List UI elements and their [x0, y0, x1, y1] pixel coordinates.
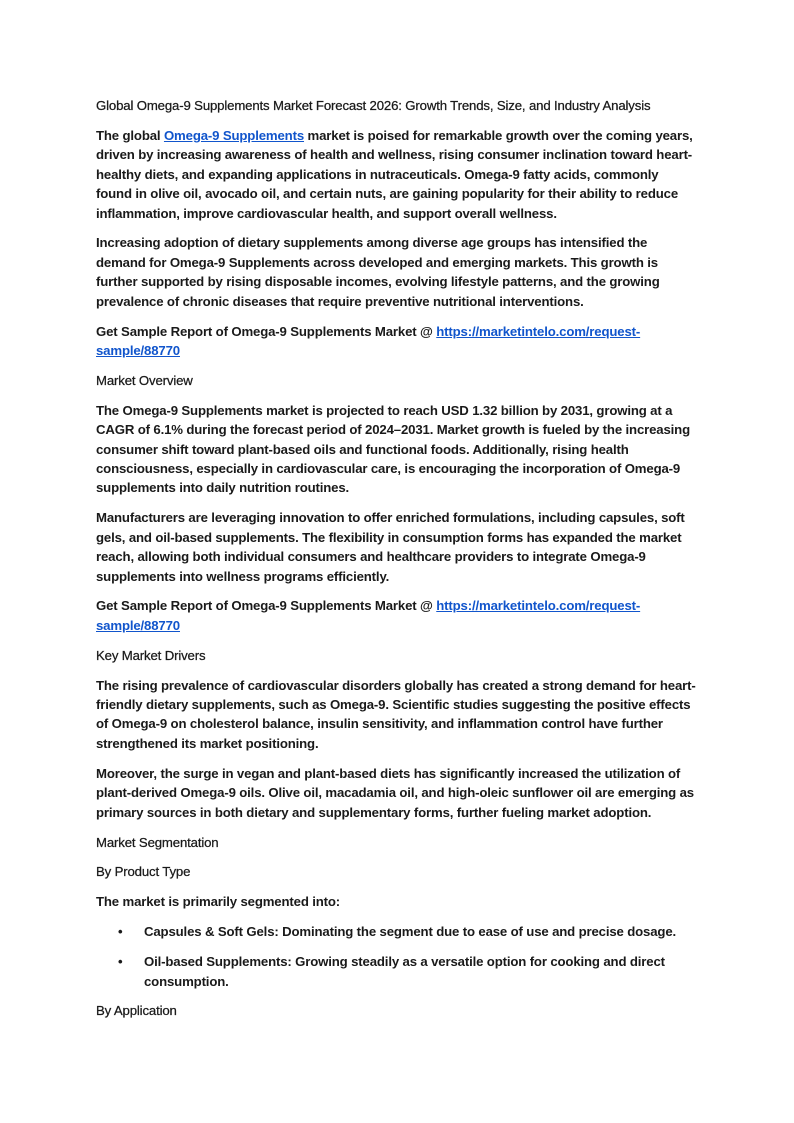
intro-text-after: market is poised for remarkable growth over the coming years, driven by increasing awareness of health and wellness, rising consumer inclination toward heart-healthy diets, and expanding applications in nutraceuticals. Omega-9 fatty acids, commonly found in olive oil, avocado oil, and certain nuts, are gaining popularity for their ability to reduce inflammation, improve cardiovascular health, and support overall wellness.	[96, 127, 693, 221]
bullet-icon: •	[118, 954, 123, 970]
sample-report-line-2	[96, 596, 696, 635]
bullet-icon: •	[118, 924, 123, 940]
drivers-paragraph-2: Moreover, the surge in vegan and plant-based diets has significantly increased the utilization of plant-derived Omega-9 oils. Olive oil, macadamia oil, and high-oleic sunflower oil are emerging as primary sources in both dietary and supplementary forms, further fueling market adoption.	[96, 765, 694, 820]
drivers-paragraph-1: The rising prevalence of cardiovascular disorders globally has created a strong demand for heart-friendly dietary supplements, such as Omega-9. Scientific studies suggesting the positive effects of Omega-9 on cholesterol balance, insulin sensitivity, and inflammation control have further strengthened its market positioning.	[96, 677, 696, 751]
document-title: Global Omega-9 Supplements Market Forecast 2026: Growth Trends, Size, and Industry Analysis	[96, 98, 651, 113]
market-overview-heading: Market Overview	[96, 372, 193, 388]
by-application-heading: By Application	[96, 1003, 177, 1019]
list-item	[96, 952, 696, 991]
document-page	[96, 96, 696, 1031]
sample-report-label: Get Sample Report of Omega-9 Supplements Market @	[96, 598, 437, 614]
sample-report-link[interactable]: https://marketintelo.com/request-sample/88770	[96, 323, 641, 358]
product-type-list	[96, 922, 696, 991]
sample-report-link[interactable]: https://marketintelo.com/request-sample/88770	[96, 598, 641, 633]
key-drivers-heading: Key Market Drivers	[96, 647, 206, 663]
list-item-text: Capsules & Soft Gels: Dominating the segment due to ease of use and precise dosage.	[144, 924, 677, 940]
by-product-type-heading: By Product Type	[96, 864, 191, 880]
overview-paragraph-2: Manufacturers are leveraging innovation to offer enriched formulations, including capsules, soft gels, and oil-based supplements. The flexibility in consumption forms has expanded the market reach, allowing both individual consumers and healthcare providers to integrate Omega-9 supplements into wellness programs efficiently.	[96, 510, 685, 584]
adoption-paragraph: Increasing adoption of dietary supplements among diverse age groups has intensified the demand for Omega-9 Supplements across developed and emerging markets. This growth is further supported by rising disposable incomes, evolving lifestyle patterns, and the growing prevalence of chronic diseases that require preventive nutritional interventions.	[96, 235, 660, 309]
omega9-supplements-link[interactable]: Omega-9 Supplements	[163, 127, 305, 143]
intro-text-before: The global	[96, 127, 164, 143]
list-item-text: Oil-based Supplements: Growing steadily as a versatile option for cooking and direct consumption.	[144, 954, 665, 989]
list-item	[96, 922, 696, 941]
intro-paragraph	[96, 126, 696, 223]
overview-paragraph-1: The Omega-9 Supplements market is projected to reach USD 1.32 billion by 2031, growing at a CAGR of 6.1% during the forecast period of 2024–2031. Market growth is fueled by the increasing consumer shift toward plant-based oils and functional foods. Additionally, rising health consciousness, especially in cardiovascular care, is encouraging the incorporation of Omega-9 supplements into daily nutrition routines.	[96, 402, 690, 496]
segmentation-intro: The market is primarily segmented into:	[96, 894, 341, 910]
segmentation-heading: Market Segmentation	[96, 834, 219, 850]
sample-report-line-1	[96, 322, 696, 361]
sample-report-label: Get Sample Report of Omega-9 Supplements Market @	[96, 323, 437, 339]
